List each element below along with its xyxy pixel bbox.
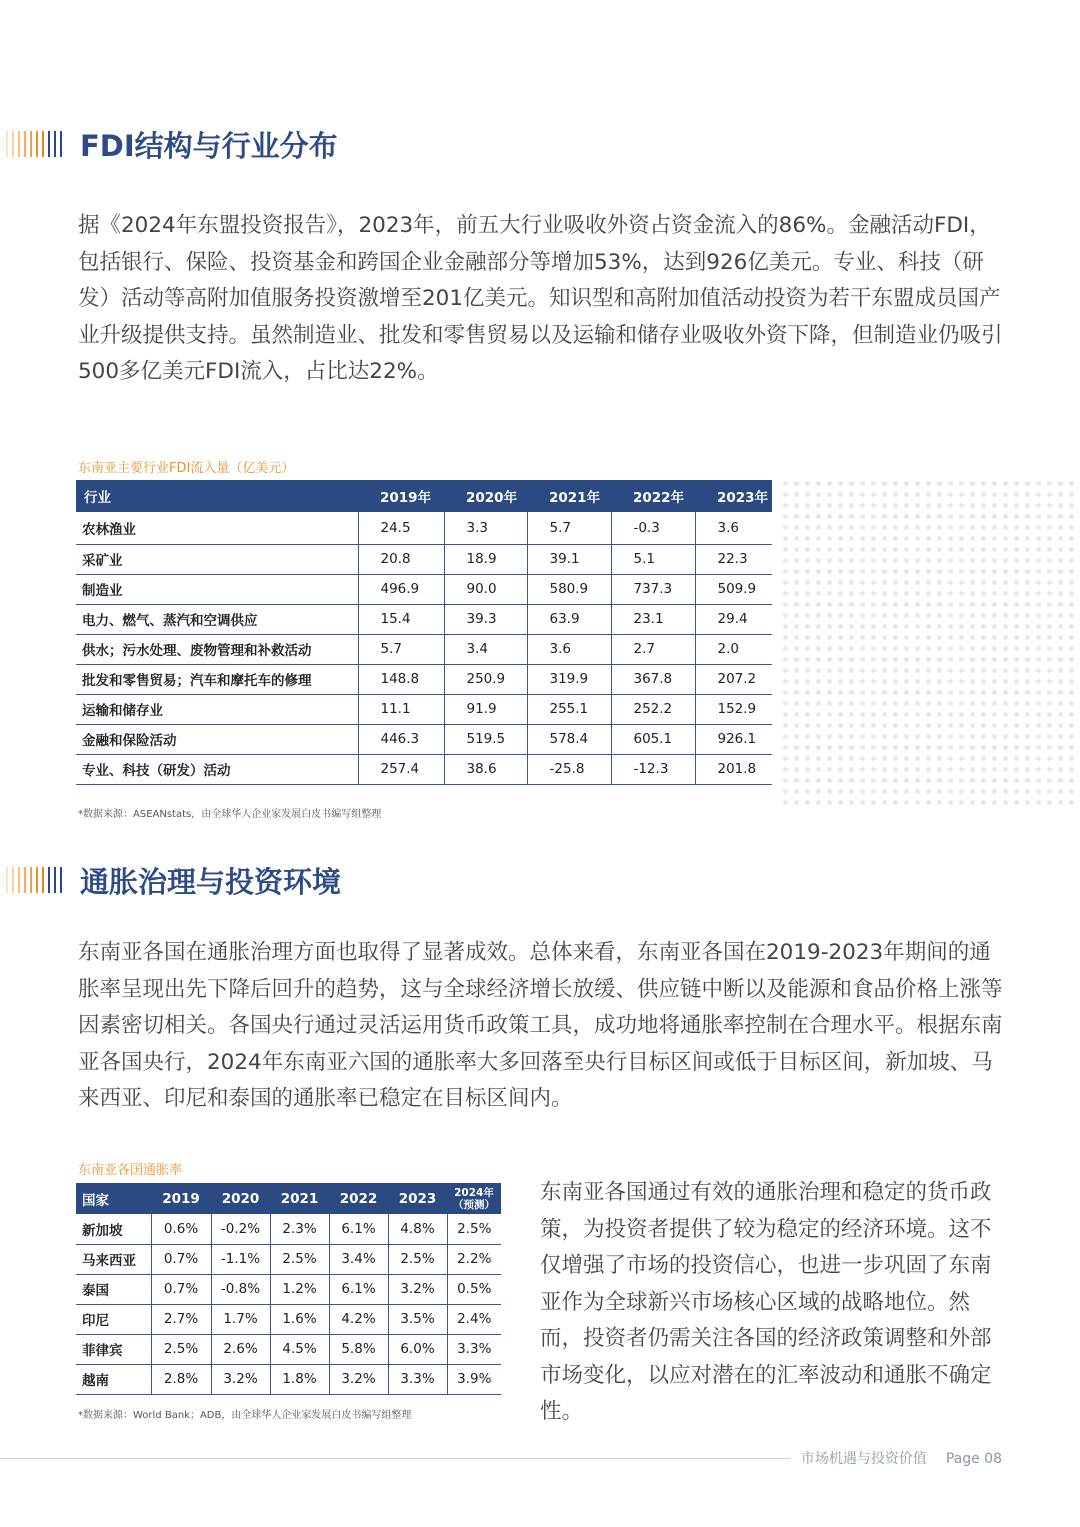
row-label: 运输和储存业 — [82, 703, 163, 719]
table-cell: 38.6 — [444, 754, 527, 784]
table-cell: 2.7% — [151, 1304, 211, 1334]
table-cell: 3.6 — [695, 512, 772, 544]
table-row — [76, 634, 772, 664]
forecast-header-line: （预测） — [453, 1198, 495, 1211]
table-cell: 250.9 — [444, 664, 527, 694]
source-note: *数据来源：World Bank；ADB，由全球华人企业家发展白皮书编写组整理 — [78, 1410, 412, 1421]
table-cell: 3.2% — [211, 1364, 270, 1394]
column-header-forecast — [447, 1183, 501, 1214]
table-cell: 5.7 — [527, 512, 611, 544]
table-cell: 3.2% — [388, 1274, 447, 1304]
table-header-row — [76, 1183, 501, 1214]
section-heading-inflation — [0, 860, 341, 900]
table-cell: 0.6% — [151, 1214, 211, 1244]
dot-pattern-decoration — [780, 478, 1080, 808]
page-footer — [801, 1448, 1002, 1468]
table-cell: 519.5 — [444, 724, 527, 754]
table-cell: 2.8% — [151, 1364, 211, 1394]
table-cell: 6.0% — [388, 1334, 447, 1364]
table-cell: 737.3 — [611, 574, 695, 604]
table-cell: 2.5% — [270, 1244, 329, 1274]
table-cell: 578.4 — [527, 724, 611, 754]
body-paragraph: 东南亚各国在通胀治理方面也取得了显著成效。总体来看，东南亚各国在2019-2023年期间的通胀率呈现出先下降后回升的趋势，这与全球经济增长放缓、供应链中断以及能源和食品价格上涨等因素密切相关。各国央行通过灵活运用货币政策工具，成功地将通胀率控制在合理水平。根据东南亚各国央行，2024年东南亚六国的通胀率大多回落至央行目标区间或低于目标区间，新加坡、马来西亚、印尼和泰国的通胀率已稳定在目标区间内。 — [78, 940, 1003, 1111]
table-cell: 2.3% — [270, 1214, 329, 1244]
table-cell: 0.5% — [447, 1274, 501, 1304]
table-cell: 15.4 — [358, 604, 444, 634]
row-label: 印尼 — [82, 1313, 109, 1329]
table-cell: -0.3 — [611, 512, 695, 544]
row-label: 马来西亚 — [82, 1253, 136, 1269]
table-cell: 91.9 — [444, 694, 527, 724]
section-heading-fdi — [0, 124, 338, 164]
row-label: 金融和保险活动 — [82, 733, 177, 749]
source-note: *数据来源：ASEANstats，由全球华人企业家发展白皮书编写组整理 — [78, 809, 382, 820]
table-cell: 257.4 — [358, 754, 444, 784]
table-cell: -25.8 — [527, 754, 611, 784]
table-cell: 152.9 — [695, 694, 772, 724]
column-header: 2021年 — [549, 490, 601, 506]
heading-bars-decoration — [6, 865, 72, 895]
table-cell: 1.8% — [270, 1364, 329, 1394]
table-cell: 0.7% — [151, 1274, 211, 1304]
row-label: 电力、燃气、蒸汽和空调供应 — [82, 613, 258, 629]
row-label: 供水；污水处理、废物管理和补救活动 — [82, 643, 312, 659]
table-cell: 3.5% — [388, 1304, 447, 1334]
row-label: 采矿业 — [82, 553, 123, 569]
table-row — [76, 1244, 501, 1274]
section-title: FDI结构与行业分布 — [80, 128, 338, 163]
table-body — [76, 512, 772, 784]
column-header: 2019 — [162, 1190, 200, 1207]
row-label: 新加坡 — [82, 1222, 123, 1239]
row-label: 批发和零售贸易；汽车和摩托车的修理 — [82, 673, 312, 689]
table-cell: 6.1% — [329, 1274, 388, 1304]
table-cell: 20.8 — [358, 544, 444, 574]
section-title: 通胀治理与投资环境 — [80, 864, 342, 899]
table-cell: 496.9 — [358, 574, 444, 604]
table-caption: 东南亚各国通胀率 — [78, 1163, 183, 1178]
row-label: 泰国 — [82, 1283, 109, 1299]
table-cell: 3.2% — [329, 1364, 388, 1394]
table-row — [76, 1214, 501, 1244]
table-cell: 63.9 — [527, 604, 611, 634]
inflation-table — [76, 1183, 501, 1395]
column-header: 2019年 — [380, 490, 432, 506]
table-row — [76, 604, 772, 634]
row-label: 专业、科技（研发）活动 — [82, 763, 231, 779]
table-cell: 3.3 — [444, 512, 527, 544]
table-cell: 22.3 — [695, 544, 772, 574]
table-cell: 0.7% — [151, 1244, 211, 1274]
table-cell: 580.9 — [527, 574, 611, 604]
table-cell: 3.3% — [447, 1334, 501, 1364]
table-cell: 1.7% — [211, 1304, 270, 1334]
column-header: 2022年 — [633, 490, 685, 506]
table-cell: 148.8 — [358, 664, 444, 694]
footer-text: 市场机遇与投资价值 — [800, 1451, 927, 1467]
table-cell: 6.1% — [329, 1214, 388, 1244]
body-paragraph: 据《2024年东盟投资报告》，2023年，前五大行业吸收外资占资金流入的86%。金融活动FDI，包括银行、保险、投资基金和跨国企业金融部分等增加53%，达到926亿美元。专业、科技（研发）活动等高附加值服务投资激增至201亿美元。知识型和高附加值活动投资为若干东盟成员国产业升级提供支持。虽然制造业、批发和零售贸易以及运输和储存业吸收外资下降，但制造业仍吸引500多亿美元FDI流入，占比达22%。 — [78, 213, 1003, 384]
table-cell: 5.1 — [611, 544, 695, 574]
table-cell: 4.5% — [270, 1334, 329, 1364]
table-cell: 201.8 — [695, 754, 772, 784]
table-row — [76, 574, 772, 604]
column-header: 行业 — [84, 490, 111, 506]
table-row — [76, 724, 772, 754]
table-row — [76, 694, 772, 724]
table-cell: 2.5% — [151, 1334, 211, 1364]
side-paragraph: 东南亚各国通过有效的通胀治理和稳定的货币政策，为投资者提供了较为稳定的经济环境。这不仅增强了市场的投资信心，也进一步巩固了东南亚作为全球新兴市场核心区域的战略地位。然而，投资者仍需关注各国的经济政策调整和外部市场变化，以应对潜在的汇率波动和通胀不确定性。 — [540, 1180, 992, 1424]
table-cell: 4.8% — [388, 1214, 447, 1244]
table-cell: 255.1 — [527, 694, 611, 724]
table-cell: 3.4 — [444, 634, 527, 664]
table-cell: -1.1% — [211, 1244, 270, 1274]
table-cell: 207.2 — [695, 664, 772, 694]
table-cell: -0.8% — [211, 1274, 270, 1304]
column-header: 2023 — [398, 1190, 437, 1207]
column-header: 2020年 — [466, 490, 518, 506]
table-cell: 4.2% — [329, 1304, 388, 1334]
table-cell: 39.3 — [444, 604, 527, 634]
table-cell: 2.0 — [695, 634, 772, 664]
table-cell: -12.3 — [611, 754, 695, 784]
table-row — [76, 1304, 501, 1334]
table-cell: 2.4% — [447, 1304, 501, 1334]
row-label: 制造业 — [82, 583, 123, 599]
table-row — [76, 754, 772, 784]
table-row — [76, 1274, 501, 1304]
table-caption: 东南亚主要行业FDI流入量（亿美元） — [78, 461, 295, 476]
table-row — [76, 512, 772, 544]
table-cell: 252.2 — [611, 694, 695, 724]
table-cell: 3.4% — [329, 1244, 388, 1274]
table-cell: 2.6% — [211, 1334, 270, 1364]
table-body — [76, 1214, 501, 1394]
table-row — [76, 544, 772, 574]
table-cell: 23.1 — [611, 604, 695, 634]
table-row — [76, 1334, 501, 1364]
table-cell: 1.6% — [270, 1304, 329, 1334]
column-header: 2020 — [221, 1190, 260, 1207]
table-cell: 367.8 — [611, 664, 695, 694]
column-header: 国家 — [82, 1192, 109, 1209]
table-cell: 39.1 — [527, 544, 611, 574]
table-cell: 5.8% — [329, 1334, 388, 1364]
table-cell: 3.3% — [388, 1364, 447, 1394]
column-header: 2021 — [280, 1190, 319, 1207]
table-cell: 11.1 — [358, 694, 444, 724]
table-cell: 90.0 — [444, 574, 527, 604]
table-cell: 446.3 — [358, 724, 444, 754]
page-number: Page 08 — [945, 1451, 1002, 1467]
table-cell: 1.2% — [270, 1274, 329, 1304]
fdi-industry-table — [76, 480, 772, 785]
row-label: 越南 — [82, 1373, 109, 1389]
column-header: 2023年 — [717, 490, 769, 506]
table-cell: 3.6 — [527, 634, 611, 664]
table-cell: 5.7 — [358, 634, 444, 664]
table-cell: 2.5% — [388, 1244, 447, 1274]
table-header-row — [76, 480, 772, 512]
table-cell: 509.9 — [695, 574, 772, 604]
table-cell: 2.7 — [611, 634, 695, 664]
table-cell: 2.2% — [447, 1244, 501, 1274]
column-header: 2022 — [339, 1190, 378, 1207]
forecast-header-line: 2024年 — [454, 1186, 494, 1199]
heading-bars-decoration — [6, 129, 72, 159]
table-cell: 319.9 — [527, 664, 611, 694]
table-cell: 926.1 — [695, 724, 772, 754]
table-cell: 24.5 — [358, 512, 444, 544]
row-label: 农林渔业 — [82, 521, 136, 538]
table-row — [76, 1364, 501, 1394]
table-cell: 2.5% — [447, 1214, 501, 1244]
table-cell: -0.2% — [211, 1214, 270, 1244]
table-cell: 29.4 — [695, 604, 772, 634]
row-label: 菲律宾 — [82, 1343, 123, 1359]
table-cell: 605.1 — [611, 724, 695, 754]
table-row — [76, 664, 772, 694]
table-cell: 18.9 — [444, 544, 527, 574]
table-cell: 3.9% — [447, 1364, 501, 1394]
footer-divider — [0, 1458, 790, 1459]
